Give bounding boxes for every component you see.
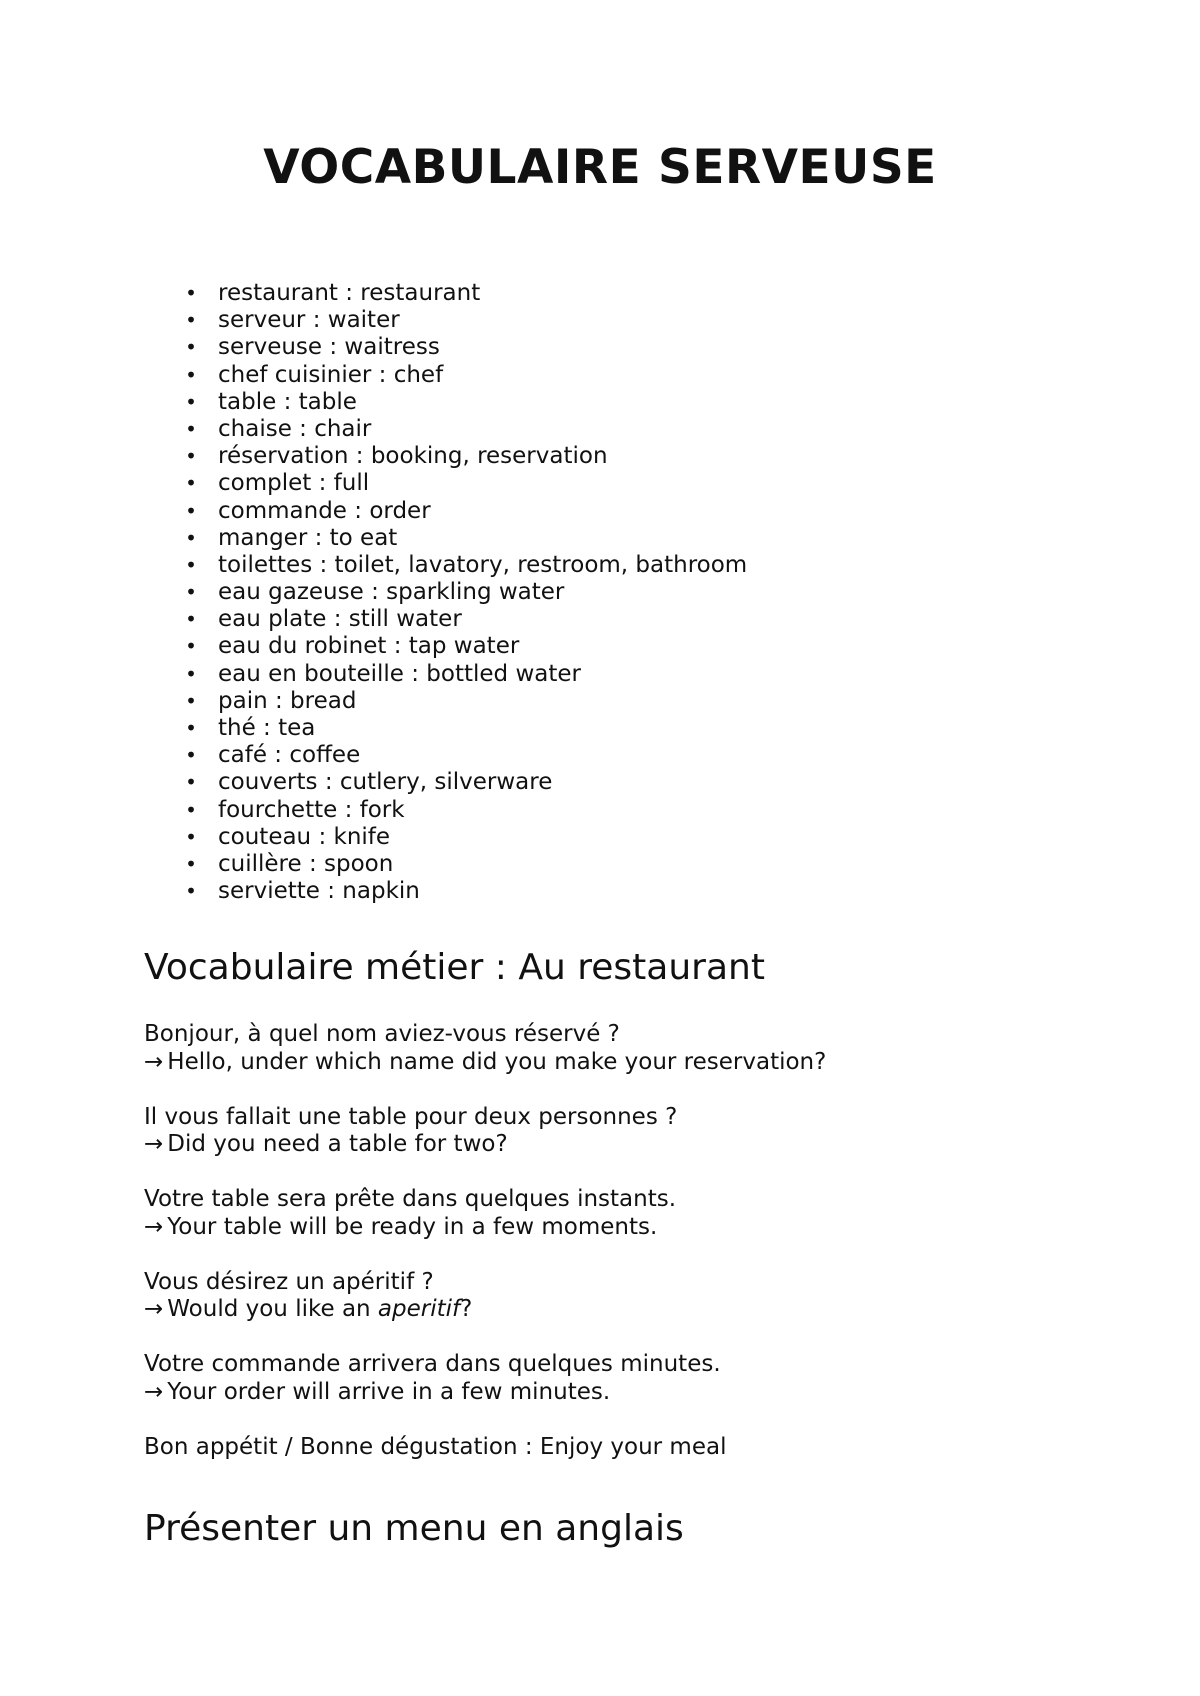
bullet-icon: •: [185, 797, 197, 822]
list-item: [185, 878, 747, 905]
list-item: [185, 361, 747, 389]
vocab-entry: serviette : napkin: [218, 878, 420, 905]
phrase-english-line: [144, 1049, 1144, 1077]
phrase-english-line: [144, 1214, 1144, 1242]
list-item: [185, 388, 747, 416]
phrase-pair: [144, 1269, 1144, 1324]
phrase-pair: [144, 1021, 1144, 1076]
closing-text: Bon appétit / Bonne dégustation : Enjoy your meal: [144, 1433, 727, 1460]
vocab-entry: eau du robinet : tap water: [218, 633, 520, 660]
phrase-english: Your order will arrive in a few minutes.: [167, 1378, 611, 1405]
vocab-entry: eau gazeuse : sparkling water: [218, 579, 565, 606]
list-item: [185, 334, 747, 361]
bullet-icon: •: [185, 716, 197, 740]
phrase-english-line: [144, 1379, 1144, 1407]
list-item: [185, 415, 747, 443]
vocab-entry: serveur : waiter: [218, 307, 400, 334]
list-item: [185, 470, 747, 497]
vocab-entry: eau plate : still water: [218, 606, 462, 633]
phrase-french: Vous désirez un apéritif ?: [144, 1268, 434, 1295]
bullet-icon: •: [185, 308, 197, 333]
bullet-icon: •: [185, 688, 197, 713]
bullet-icon: •: [185, 824, 197, 849]
arrow-icon: →: [144, 1131, 164, 1157]
bullet-icon: •: [185, 281, 197, 305]
vocab-entry: eau en bouteille : bottled water: [218, 660, 581, 687]
phrase-english: Did you need a table for two?: [167, 1131, 508, 1157]
phrase-pair: [144, 1186, 1144, 1241]
bullet-icon: •: [185, 607, 197, 632]
bullet-icon: •: [185, 851, 197, 876]
phrase-french: Votre table sera prête dans quelques instants.: [144, 1186, 677, 1212]
phrase-english: Your table will be ready in a few moments.: [167, 1213, 658, 1240]
list-item: [185, 796, 747, 824]
phrase-pair: [144, 1104, 1144, 1159]
list-item: [185, 307, 747, 334]
vocab-entry: pain : bread: [218, 687, 357, 714]
arrow-icon: →: [144, 1048, 164, 1075]
phrase-english: Hello, under which name did you make your reservation?: [167, 1048, 827, 1075]
vocab-entry: table : table: [218, 388, 357, 415]
phrase-english-end: ?: [460, 1296, 473, 1322]
vocab-entry: couteau : knife: [218, 823, 391, 850]
phrase-pair: [144, 1351, 1144, 1406]
list-item: [185, 715, 747, 742]
phrase-english-italic: aperitif: [377, 1296, 461, 1322]
bullet-icon: •: [185, 879, 197, 904]
list-item: [185, 769, 747, 796]
list-item: [185, 633, 747, 660]
vocab-entry: café : coffee: [218, 742, 361, 769]
vocab-entry: chaise : chair: [218, 415, 372, 442]
list-item: [185, 687, 747, 715]
list-item: [185, 606, 747, 633]
list-item: [185, 850, 747, 878]
bullet-icon: •: [185, 525, 197, 550]
phrase-french: Bonjour, à quel nom aviez-vous réservé ?: [144, 1021, 620, 1047]
bullet-icon: •: [185, 335, 197, 360]
phrase-list: [144, 1021, 1144, 1489]
bullet-icon: •: [185, 362, 197, 387]
bullet-icon: •: [185, 743, 197, 768]
bullet-icon: •: [185, 444, 197, 469]
vocab-entry: réservation : booking, reservation: [218, 443, 608, 470]
vocab-entry: complet : full: [218, 470, 370, 497]
bullet-icon: •: [185, 580, 197, 605]
list-item: [185, 579, 747, 606]
bullet-icon: •: [185, 552, 197, 577]
vocab-entry: thé : tea: [218, 715, 316, 741]
bullet-icon: •: [185, 416, 197, 441]
bullet-icon: •: [185, 498, 197, 523]
vocab-entry: chef cuisinier : chef: [218, 361, 444, 388]
bullet-icon: •: [185, 634, 197, 659]
vocab-entry: serveuse : waitress: [218, 334, 440, 361]
phrase-english-start: Would you like an: [167, 1296, 378, 1322]
closing-line: [144, 1434, 1144, 1462]
list-item: [185, 524, 747, 552]
vocab-entry: couverts : cutlery, silverware: [218, 769, 553, 796]
list-item: [185, 660, 747, 688]
bullet-icon: •: [185, 471, 197, 496]
vocab-entry: restaurant : restaurant: [218, 280, 481, 306]
vocab-entry: toilettes : toilet, lavatory, restroom, bathroom: [218, 551, 748, 578]
list-item: [185, 823, 747, 851]
bullet-icon: •: [185, 770, 197, 795]
list-item: [185, 280, 747, 307]
vocabulary-list: [185, 280, 748, 905]
vocab-entry: commande : order: [218, 497, 431, 524]
phrase-english-line: [144, 1131, 1144, 1159]
arrow-icon: →: [144, 1213, 164, 1240]
bullet-icon: •: [185, 389, 197, 414]
list-item: [185, 551, 748, 579]
vocab-entry: manger : to eat: [218, 524, 398, 551]
bullet-icon: •: [185, 661, 197, 686]
phrase-english-line: [144, 1296, 1144, 1324]
list-item: [185, 443, 747, 470]
list-item: [185, 497, 747, 525]
page-title: VOCABULAIRE SERVEUSE: [263, 140, 937, 195]
phrase-french: Il vous fallait une table pour deux personnes ?: [144, 1103, 678, 1130]
arrow-icon: →: [144, 1378, 164, 1405]
vocab-entry: fourchette : fork: [218, 796, 405, 823]
phrase-french: Votre commande arrivera dans quelques minutes.: [144, 1351, 721, 1377]
list-item: [185, 742, 747, 769]
arrow-icon: →: [144, 1296, 164, 1322]
section-heading-menu: Présenter un menu en anglais: [144, 1508, 684, 1549]
vocab-entry: cuillère : spoon: [218, 850, 394, 877]
section-heading-metier: Vocabulaire métier : Au restaurant: [144, 947, 765, 988]
